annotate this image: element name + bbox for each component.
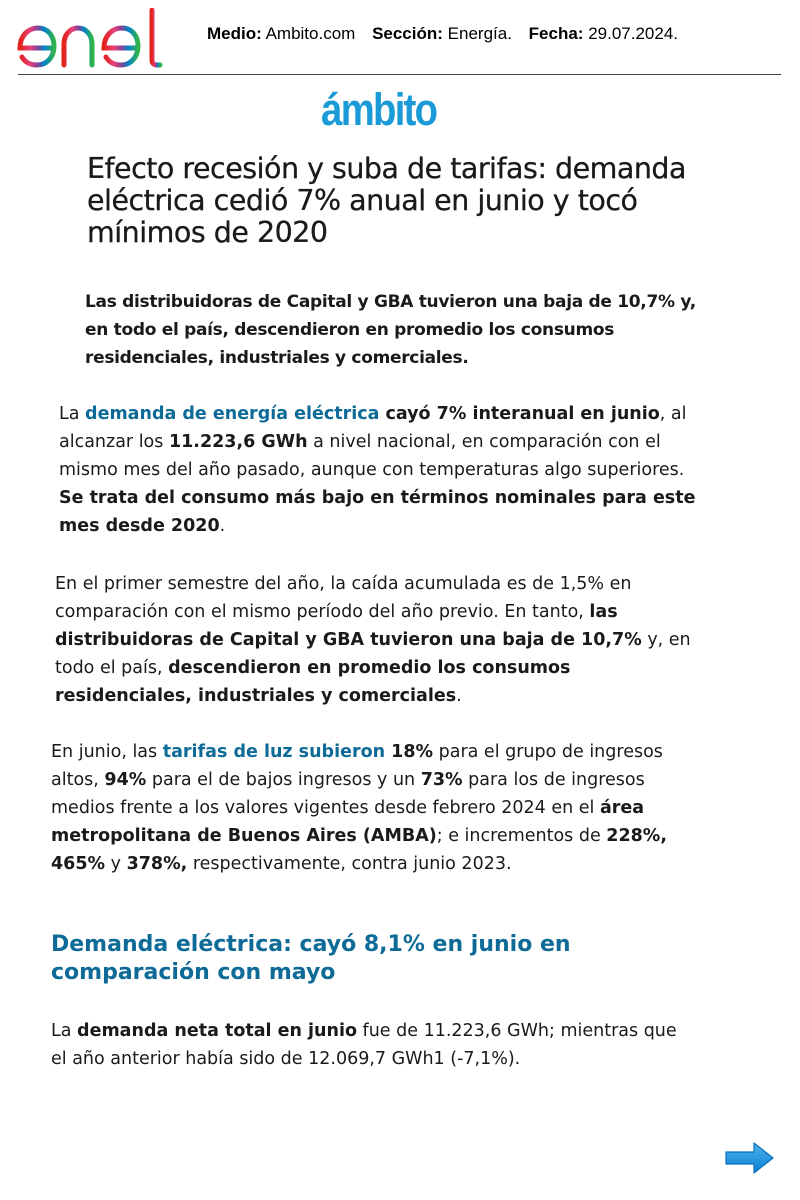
- p4-bold-1: demanda neta total en junio: [77, 1021, 357, 1041]
- p1-bold-2: 11.223,6 GWh: [168, 432, 308, 452]
- enel-logo: [16, 8, 180, 70]
- p1-bold-3: Se trata del consumo más bajo en términos nominales para este mes desde 2020: [59, 488, 696, 536]
- seccion-value: Energía.: [447, 24, 512, 43]
- p3-text-1: En junio, las: [51, 742, 163, 762]
- article-headline: Efecto recesión y suba de tarifas: demanda eléctrica cedió 7% anual en junio y tocó mínimos de 2020: [87, 152, 686, 249]
- p1-bold-1: cayó 7% interanual en junio: [379, 404, 660, 424]
- p3-text-2: para el grupo de ingresos altos,: [51, 742, 663, 790]
- paragraph-1: [59, 400, 699, 540]
- p3-bold-2: 94%: [104, 770, 147, 790]
- paragraph-2: [55, 570, 695, 710]
- p4-text-2: fue de 11.223,6 GWh; mientras que el año anterior había sido de 12.069,7 GWh1 (-7,1%).: [51, 1021, 677, 1069]
- p2-text-2: y, en todo el país,: [55, 630, 691, 678]
- link-tarifas-luz[interactable]: tarifas de luz subieron: [162, 742, 386, 762]
- p3-text-7: respectivamente, contra junio 2023.: [187, 854, 512, 874]
- p2-text-3: .: [456, 686, 462, 706]
- p3-bold-1: 18%: [385, 742, 434, 762]
- p3-bold-3: 73%: [420, 770, 463, 790]
- seccion-label: Sección:: [372, 24, 443, 43]
- paragraph-4: [51, 1017, 691, 1073]
- link-demanda-energia[interactable]: demanda de energía eléctrica: [85, 404, 380, 424]
- p3-text-4: para los de ingresos medios frente a los valores vigentes desde febrero 2024 en el: [51, 770, 645, 818]
- p1-text-3: a nivel nacional, en comparación con el mismo mes del año pasado, aunque con temperaturas algo superiores.: [59, 432, 685, 480]
- p3-text-5: ; e incrementos de: [436, 826, 607, 846]
- p2-text-1: En el primer semestre del año, la caída acumulada es de 1,5% en comparación con el mismo período del año previo. En tanto,: [55, 574, 632, 622]
- header-divider: [18, 74, 781, 75]
- p4-text-1: La: [51, 1021, 78, 1041]
- document-header: [0, 0, 800, 76]
- section-title: Demanda eléctrica: cayó 8,1% en junio en comparación con mayo: [51, 932, 571, 985]
- right-arrow-icon[interactable]: [724, 1140, 776, 1176]
- article-subhead: Las distribuidoras de Capital y GBA tuvieron una baja de 10,7% y, en todo el país, descendieron en promedio los consumos residenciales, industriales y comerciales.: [85, 292, 696, 368]
- p3-bold-6: 378%,: [126, 854, 188, 874]
- p1-text-4: .: [219, 516, 226, 536]
- fecha-label: Fecha:: [528, 24, 584, 43]
- medio-label: Medio:: [207, 24, 262, 43]
- p1-text-1: La: [59, 404, 86, 424]
- source-logo: [0, 84, 800, 136]
- paragraph-3: [51, 738, 691, 878]
- source-name: ámbito: [321, 84, 437, 135]
- p2-bold-1: las distribuidoras de Capital y GBA tuvieron una baja de 10,7%: [55, 602, 642, 650]
- p3-bold-5: 228%, 465%: [51, 826, 667, 874]
- p3-bold-4: área metropolitana de Buenos Aires (AMBA): [51, 798, 645, 846]
- p2-bold-2: descendieron en promedio los consumos residenciales, industriales y comerciales: [55, 658, 571, 706]
- document-metadata: [207, 24, 678, 44]
- p3-text-3: para el de bajos ingresos y un: [146, 770, 421, 790]
- p3-text-6: y: [105, 854, 127, 874]
- medio-value: Ambito.com: [265, 24, 356, 43]
- fecha-value: 29.07.2024.: [588, 24, 678, 43]
- p1-text-2: , al alcanzar los: [59, 404, 687, 452]
